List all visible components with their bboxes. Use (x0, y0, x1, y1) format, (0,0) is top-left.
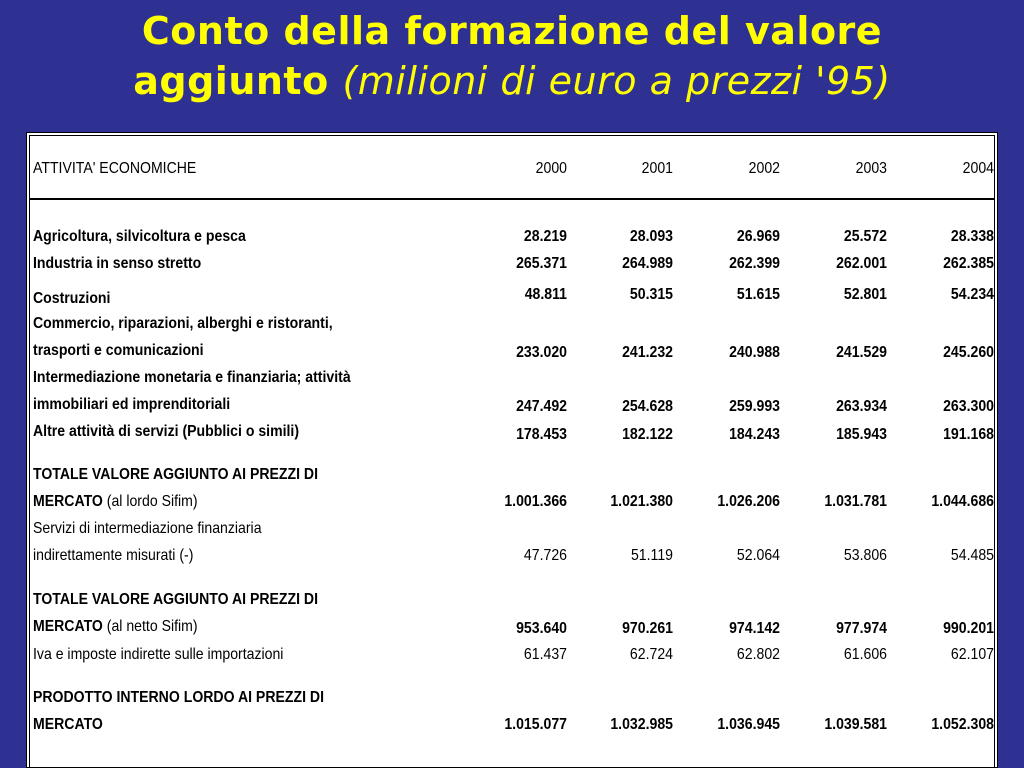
row-label-text: Iva e imposte indirette sulle importazioni (33, 646, 284, 663)
row-label-text: Agricoltura, silvicoltura e pesca (33, 228, 246, 245)
row-label (33, 547, 193, 565)
row-value: 977.974 (836, 620, 887, 637)
row-label (33, 646, 283, 664)
row-label-text: TOTALE VALORE AGGIUNTO AI PREZZI DI (33, 591, 318, 608)
row-value: 62.107 (950, 646, 994, 663)
row-value: 26.969 (736, 228, 780, 245)
row-label (33, 228, 246, 246)
value-added-table (26, 132, 998, 768)
header-year: 2000 (535, 160, 567, 177)
row-label-text: Industria in senso stretto (33, 255, 202, 272)
row-label (33, 342, 204, 360)
row-value: 50.315 (629, 286, 673, 303)
row-value: 259.993 (729, 398, 780, 415)
row-value: 1.039.581 (824, 716, 887, 733)
header-label: ATTIVITA' ECONOMICHE (33, 160, 197, 177)
row-label (33, 618, 198, 636)
row-value: 51.119 (630, 547, 673, 564)
row-label (33, 466, 318, 484)
row-value: 54.234 (950, 286, 994, 303)
row-label (33, 423, 299, 441)
row-value: 263.934 (836, 398, 887, 415)
row-label-text: Costruzioni (33, 290, 111, 307)
row-label (33, 716, 103, 734)
row-value: 990.201 (943, 620, 994, 637)
row-value: 247.492 (516, 398, 567, 415)
row-value: 953.640 (516, 620, 567, 637)
row-value: 1.044.686 (931, 493, 994, 510)
row-value: 262.001 (836, 255, 887, 272)
row-value: 241.232 (622, 344, 673, 361)
row-value: 1.031.781 (824, 493, 887, 510)
row-value: 62.802 (736, 646, 780, 663)
row-label-text: indirettamente misurati (-) (33, 547, 194, 564)
row-label-text: PRODOTTO INTERNO LORDO AI PREZZI DI (33, 689, 324, 706)
row-value: 1.032.985 (610, 716, 673, 733)
row-value: 54.485 (950, 547, 994, 564)
row-value: 1.026.206 (717, 493, 780, 510)
row-value: 184.243 (729, 426, 780, 443)
row-label-note: (al netto Sifim) (102, 618, 198, 635)
row-value: 178.453 (516, 426, 567, 443)
row-value: 974.142 (729, 620, 780, 637)
row-label-text: trasporti e comunicazioni (33, 342, 204, 359)
row-label (33, 290, 110, 308)
title-line-2-bold: aggiunto (133, 59, 329, 103)
row-value: 53.806 (843, 547, 887, 564)
row-value: 182.122 (622, 426, 673, 443)
header-year: 2001 (641, 160, 673, 177)
header-year: 2003 (855, 160, 887, 177)
row-label-text: immobiliari ed imprenditoriali (33, 396, 231, 413)
row-value: 1.015.077 (504, 716, 567, 733)
row-value: 48.811 (524, 286, 567, 303)
row-label (33, 255, 201, 273)
row-value: 265.371 (516, 255, 567, 272)
row-label (33, 369, 351, 387)
slide-title (0, 6, 1024, 106)
title-line-1: Conto della formazione del valore (141, 9, 883, 53)
row-value: 262.385 (943, 255, 994, 272)
row-value: 52.801 (843, 286, 887, 303)
row-value: 28.219 (523, 228, 567, 245)
row-value: 1.001.366 (504, 493, 567, 510)
row-value: 61.437 (523, 646, 567, 663)
row-label (33, 396, 230, 414)
row-value: 52.064 (736, 547, 780, 564)
row-label-text: MERCATO (33, 618, 103, 635)
row-label (33, 520, 262, 538)
row-value: 233.020 (516, 344, 567, 361)
row-label-text: Intermediazione monetaria e finanziaria; attività (33, 369, 351, 386)
header-year: 2004 (962, 160, 994, 177)
header-rule (30, 198, 994, 200)
row-value: 970.261 (622, 620, 673, 637)
row-value: 28.093 (629, 228, 673, 245)
row-value: 264.989 (622, 255, 673, 272)
row-label-text: Altre attività di servizi (Pubblici o simili) (33, 423, 300, 440)
row-value: 1.021.380 (610, 493, 673, 510)
row-label-note: (al lordo Sifim) (102, 493, 198, 510)
title-line-2 (0, 56, 1024, 106)
row-value: 254.628 (622, 398, 673, 415)
row-label (33, 591, 318, 609)
row-label (33, 689, 324, 707)
row-value: 51.615 (736, 286, 780, 303)
row-value: 191.168 (943, 426, 994, 443)
row-value: 241.529 (836, 344, 887, 361)
row-value: 28.338 (950, 228, 994, 245)
row-value: 263.300 (943, 398, 994, 415)
row-label (33, 493, 198, 511)
title-subtitle: (milioni di euro a prezzi '95) (342, 59, 891, 103)
row-value: 240.988 (729, 344, 780, 361)
row-value: 245.260 (943, 344, 994, 361)
row-label-text: Commercio, riparazioni, alberghi e ristoranti, (33, 315, 333, 332)
row-value: 62.724 (629, 646, 673, 663)
header-year: 2002 (748, 160, 780, 177)
table-inner-frame (29, 135, 995, 767)
row-label-text: MERCATO (33, 493, 103, 510)
row-label-text: Servizi di intermediazione finanziaria (33, 520, 262, 537)
row-value: 185.943 (836, 426, 887, 443)
row-label (33, 315, 333, 333)
row-value: 1.036.945 (717, 716, 780, 733)
row-label-text: TOTALE VALORE AGGIUNTO AI PREZZI DI (33, 466, 318, 483)
row-value: 47.726 (523, 547, 567, 564)
row-value: 61.606 (843, 646, 887, 663)
row-value: 1.052.308 (931, 716, 994, 733)
row-label-text: MERCATO (33, 716, 103, 733)
row-value: 262.399 (729, 255, 780, 272)
row-value: 25.572 (843, 228, 887, 245)
